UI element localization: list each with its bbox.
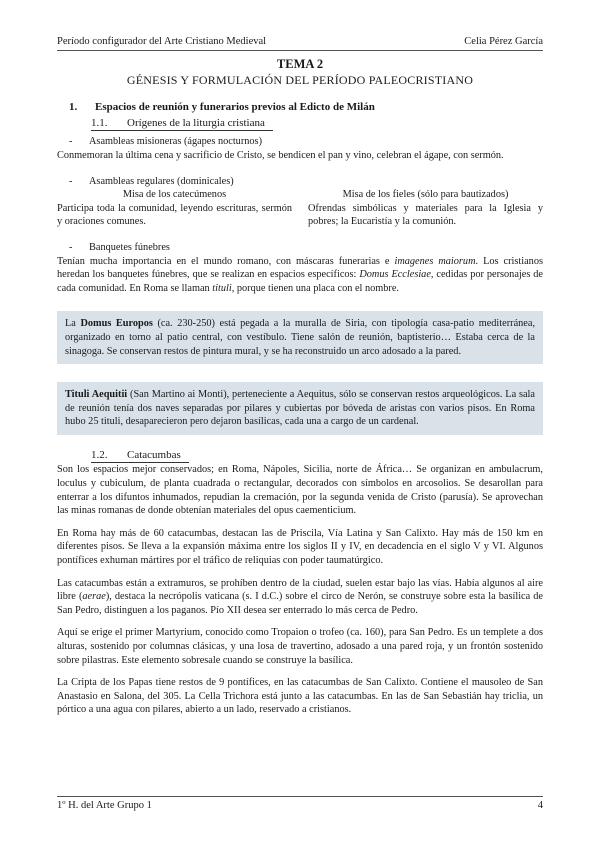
- two-column-block: [57, 188, 543, 229]
- paragraph: Son los espacios mejor conservados; en Roma, Nápoles, Sicilia, norte de África… Se organizan en ambulacrum, loculus y cubiculum, de planta cuadrada o rectangular, decorados con símbolos en arcosolios. Se desarollan para enterrar a los difuntos inhumados, repudian la cremación, por la segunda venida de Cristo (parusía). Se aprovechan las minas romanas de donde obtenían materiales del opus caementicium.: [57, 464, 543, 517]
- page-header: [57, 36, 543, 51]
- column-text: Ofrendas simbólicas y materiales para la Iglesia y pobres; la Eucaristía y la comunión.: [308, 202, 543, 228]
- section-title: Espacios de reunión y funerarios previos al Edicto de Milán: [95, 101, 375, 114]
- column-catechumens: [57, 188, 292, 229]
- column-heading: Misa de los fieles (sólo para bautizados): [342, 189, 509, 201]
- highlight-term: Tituli Aequitii: [65, 389, 128, 401]
- info-box-domus-europos: La Domus Europos (ca. 230-250) está pegada a la muralla de Siria, con tipología casa-patio mediterránea, organizado en torno al patio central, con vestíbulo. Tiene salón de reunión, baptisterio… Estaba cerca de la sinagoga. Se conservan restos de pintura mural, y se ha reconstruido un arco adosado a la pared.: [57, 311, 543, 364]
- header-course-title: Período configurador del Arte Cristiano Medieval: [57, 36, 267, 47]
- paragraph: Las catacumbas están a extramuros, se prohíben dentro de la ciudad, suelen estar bajo las vías. Había algunos al aire libre (aerae), destaca la necrópolis vaticana (s. I d.C.) sobre el circo de Nerón, se construye sobre esta la basílica de San Pedro, distinguen a los paganos. Pío XII desea ser enterrado lo más cerca de Pedro.: [57, 577, 543, 616]
- bullet-item: - Asambleas regulares (dominicales): [69, 175, 234, 187]
- subsection-heading-1-1: [91, 117, 273, 132]
- bullet-label: Asambleas regulares (dominicales): [89, 175, 234, 187]
- paragraph-banquets: Tenían mucha importancia en el mundo romano, con máscaras funerarias e imagenes maiorum. Los cristianos heredan los banquetes fúnebres, que se realizan en espacios específicos: Domus Ecclesiae, cedidas por personajes de cada comunidad. En Roma se llaman tituli, porque tienen una placa con el nombre.: [57, 255, 543, 294]
- column-text: Participa toda la comunidad, leyendo escrituras, sermón y oraciones comunes.: [57, 202, 292, 228]
- section-number: 1.: [69, 101, 78, 114]
- subsection-number: 1.1.: [91, 116, 108, 129]
- topic-title: TEMA 2: [276, 57, 324, 71]
- highlight-term: Domus Europos: [80, 318, 153, 330]
- page-footer: [57, 796, 543, 814]
- bullet-label: Banquetes fúnebres: [89, 241, 170, 253]
- bullet-item: - Banquetes fúnebres: [69, 241, 170, 253]
- footer-group: 1º H. del Arte Grupo 1: [57, 800, 152, 811]
- column-faithful: [308, 188, 543, 229]
- subsection-title: Catacumbas: [127, 448, 181, 461]
- paragraph: En Roma hay más de 60 catacumbas, destacan las de Priscila, Vía Latina y San Calixto. Hay más de 150 km en diferentes pisos. Se lleva a la expansión máxima entre los siglos II y IV, en decadencia en el siglo V y VI. Algunos pontífices exhuman mártires por el tráfico de reliquias con poder taumatúrgico.: [57, 527, 543, 567]
- subsection-heading-1-2: [91, 449, 189, 464]
- subsection-title: Orígenes de la liturgia cristiana: [127, 116, 265, 129]
- paragraph: La Cripta de los Papas tiene restos de 9 pontífices, en las catacumbas de San Calixto. Contiene el mausoleo de San Anastasio en Salona, del 305. La Cella Trichora está junto a las catacumbas. En las de San Sebastián hay triclia, un pórtico a una agua con pilares, abierto a un lado, reservado a cristianos.: [57, 677, 543, 716]
- topic-subtitle: GÉNESIS Y FORMULACIÓN DEL PERÍODO PALEOCRISTIANO: [126, 72, 474, 87]
- bullet-item: - Asambleas misioneras (ágapes nocturnos): [69, 136, 262, 148]
- paragraph: Aquí se erige el primer Martyrium, conocido como Tropaion o trofeo (ca. 160), para San Pedro. Es un templete a dos alturas, sostenido por columnas clásicas, y una losa de travertino, adosado a una pared roja, y un frontón sostenido sobre pilastras. Este elemento sobresale cuando se construye la basílica.: [57, 627, 543, 666]
- paragraph: Conmemoran la última cena y sacrificio de Cristo, se bendicen el pan y vino, celebran el ágape, con sermón.: [57, 149, 504, 161]
- header-author: Celia Pérez García: [464, 36, 543, 47]
- column-heading: Misa de los catecúmenos: [122, 189, 227, 201]
- subsection-number: 1.2.: [91, 448, 108, 461]
- info-box-tituli-aequitii: Tituli Aequitii (San Martino ai Monti), perteneciente a Aequitus, sólo se conservan restos arqueológicos. La sala de reunión tenía dos naves separadas por pilares y cubiertas por bóveda de aristas con varios pisos. En Roma hubo 25 tituli, desaparecieron pero dejaron basílicas, cada una a cargo de un cardenal.: [57, 382, 543, 435]
- page-number: 4: [537, 800, 543, 811]
- page-content: [57, 52, 543, 717]
- section-heading: [57, 101, 543, 115]
- bullet-label: Asambleas misioneras (ágapes nocturnos): [89, 136, 262, 148]
